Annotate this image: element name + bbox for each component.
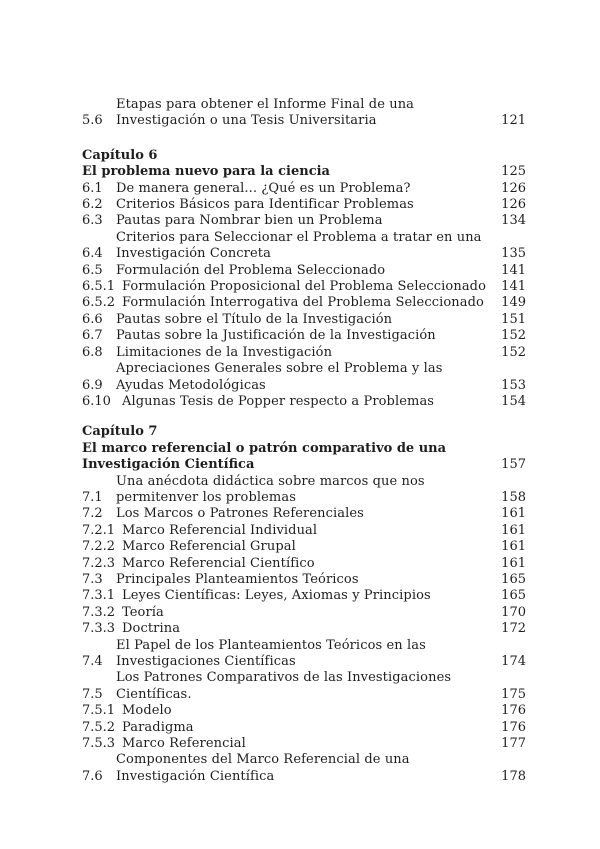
entry-title: Doctrina: [122, 621, 181, 637]
entry-page: 121: [501, 113, 526, 129]
entry-title: Criterios para Seleccionar el Problema a tratar en una Investigación Concreta: [116, 229, 482, 262]
entry-number: 6.2: [82, 197, 103, 213]
chapter-label: Capítulo 6: [82, 147, 158, 163]
entry-number: 7.2.3: [82, 555, 116, 571]
entry-number: 6.5.1: [82, 279, 116, 295]
entry-title: Apreciaciones Generales sobre el Problema y las Ayudas Metodológicas: [116, 361, 443, 393]
entry-title: Modelo: [122, 703, 172, 719]
entry-page: 154: [501, 393, 526, 409]
chapter-entry: [82, 572, 526, 588]
entry-page: 161: [501, 506, 526, 522]
chapter-page: 125: [501, 164, 526, 180]
entry-number: 7.5.2: [82, 719, 116, 735]
entry-number: 6.5.2: [82, 295, 116, 311]
entry-page: 178: [501, 768, 526, 784]
chapter-label: Capítulo 7: [82, 424, 158, 440]
entry-title: De manera general... ¿Qué es un Problema?: [116, 180, 411, 196]
entry-page: 135: [501, 246, 526, 262]
entry-number: 6.5: [82, 262, 103, 278]
entry-number: 7.5: [82, 686, 103, 702]
entry-number: 7.4: [82, 654, 103, 669]
entry-page: 152: [501, 328, 526, 344]
entry-title: Paradigma: [122, 719, 194, 735]
chapter-entry: [82, 621, 526, 637]
toc-entry: [82, 97, 526, 130]
chapter-entry: [82, 328, 526, 344]
entry-title: Formulación del Problema Seleccionado: [116, 262, 386, 278]
entry-number: 5.6: [82, 113, 103, 129]
entry-page: 151: [501, 311, 526, 327]
entry-number: 6.8: [82, 344, 103, 360]
entry-page: 161: [501, 522, 526, 538]
entry-page: 165: [501, 571, 526, 587]
entry-page: 126: [501, 197, 526, 213]
entry-number: 7.3: [82, 571, 103, 587]
entry-title: Etapas para obtener el Informe Final de una Investigación o una Tesis Universitaria: [116, 97, 415, 129]
entry-page: 161: [501, 555, 526, 571]
entry-title: Leyes Científicas: Leyes, Axiomas y Principios: [122, 588, 431, 604]
chapter-entry: [82, 213, 526, 229]
chapter-entry: [82, 345, 526, 361]
entry-page: 176: [501, 719, 526, 735]
entry-page: 161: [501, 539, 526, 555]
chapter-entry: [82, 670, 526, 703]
entry-page: 152: [501, 344, 526, 360]
chapter-entry: [82, 506, 526, 522]
chapter-title-text: El marco referencial o patrón comparativo de una Investigación Científica: [82, 440, 447, 473]
entry-page: 170: [501, 604, 526, 620]
entry-number: 6.4: [82, 246, 103, 262]
chapter-entry: [82, 474, 526, 507]
entry-number: 7.1: [82, 489, 103, 505]
entry-title: Algunas Tesis de Popper respecto a Problemas: [122, 393, 435, 409]
chapter-title-text: El problema nuevo para la ciencia: [82, 164, 330, 180]
entry-title: Criterios Básicos para Identificar Problemas: [116, 197, 414, 213]
entry-title: El Papel de los Planteamientos Teóricos en las Investigaciones Científicas: [116, 637, 426, 669]
entry-title: Pautas sobre la Justificación de la Investigación: [116, 328, 436, 344]
chapter-entry: [82, 720, 526, 736]
chapter-entry: [82, 279, 526, 295]
entry-number: 7.5.3: [82, 736, 116, 752]
entry-number: 6.10: [82, 393, 111, 409]
chapter-entry: [82, 181, 526, 197]
entry-title: Principales Planteamientos Teóricos: [116, 571, 359, 587]
entry-number: 6.3: [82, 213, 103, 229]
chapter-entry: [82, 539, 526, 555]
entry-page: 153: [501, 377, 526, 393]
table-of-contents: [82, 97, 526, 785]
entry-page: 165: [501, 588, 526, 604]
entry-number: 6.1: [82, 180, 103, 196]
chapter-entry: [82, 588, 526, 604]
entry-title: Marco Referencial Individual: [122, 522, 318, 538]
chapter-page: 157: [501, 457, 526, 473]
chapter-entry: [82, 263, 526, 279]
entry-page: 126: [501, 180, 526, 196]
entry-page: 141: [501, 262, 526, 278]
entry-number: 6.9: [82, 377, 103, 393]
entry-number: 7.2.1: [82, 522, 116, 538]
chapter-entry: [82, 703, 526, 719]
chapter-entry: [82, 752, 526, 785]
entry-number: 7.5.1: [82, 703, 116, 719]
chapter-entry: [82, 361, 526, 394]
entry-page: 141: [501, 279, 526, 295]
chapter-entry: [82, 295, 526, 311]
chapter-entry: [82, 605, 526, 621]
entry-title: Marco Referencial: [122, 736, 246, 752]
entry-page: 149: [501, 295, 526, 311]
chapter-title: [82, 441, 526, 474]
chapter-entry: [82, 230, 526, 263]
chapter-entry: [82, 197, 526, 213]
entry-title: Marco Referencial Científico: [122, 555, 315, 571]
entry-title: Componentes del Marco Referencial de una Investigación Científica: [116, 752, 410, 784]
entry-page: 177: [501, 736, 526, 752]
entry-number: 7.3.1: [82, 588, 116, 604]
chapter-entry: [82, 556, 526, 572]
entry-title: Formulación Proposicional del Problema Seleccionado: [122, 279, 487, 295]
entry-title: Formulación Interrogativa del Problema Seleccionado: [122, 295, 484, 311]
entry-page: 172: [501, 621, 526, 637]
entry-title: Pautas para Nombrar bien un Problema: [116, 213, 383, 229]
entry-number: 6.7: [82, 328, 103, 344]
entry-number: 7.3.2: [82, 604, 116, 620]
chapter-entry: [82, 394, 526, 410]
entry-title: Los Marcos o Patrones Referenciales: [116, 506, 364, 522]
entry-number: 7.2: [82, 506, 103, 522]
chapter-entry: [82, 523, 526, 539]
entry-page: 176: [501, 703, 526, 719]
entry-title: Una anécdota didáctica sobre marcos que nos permitenver los problemas: [116, 473, 425, 505]
chapter-entry: [82, 638, 526, 671]
entry-page: 134: [501, 213, 526, 229]
entry-page: 158: [501, 489, 526, 505]
chapter-entry: [82, 736, 526, 752]
entry-number: 7.6: [82, 768, 103, 784]
entry-title: Los Patrones Comparativos de las Investigaciones Científicas.: [116, 670, 452, 702]
entry-page: 174: [501, 654, 526, 669]
entry-number: 7.3.3: [82, 621, 116, 637]
entry-title: Limitaciones de la Investigación: [116, 344, 333, 360]
entry-title: Teoría: [122, 604, 164, 620]
entry-title: Pautas sobre el Título de la Investigación: [116, 311, 393, 327]
entry-title: Marco Referencial Grupal: [122, 539, 296, 555]
chapter-title: [82, 164, 526, 180]
entry-page: 175: [501, 686, 526, 702]
chapter-entry: [82, 312, 526, 328]
entry-number: 6.6: [82, 311, 103, 327]
entry-number: 7.2.2: [82, 539, 116, 555]
